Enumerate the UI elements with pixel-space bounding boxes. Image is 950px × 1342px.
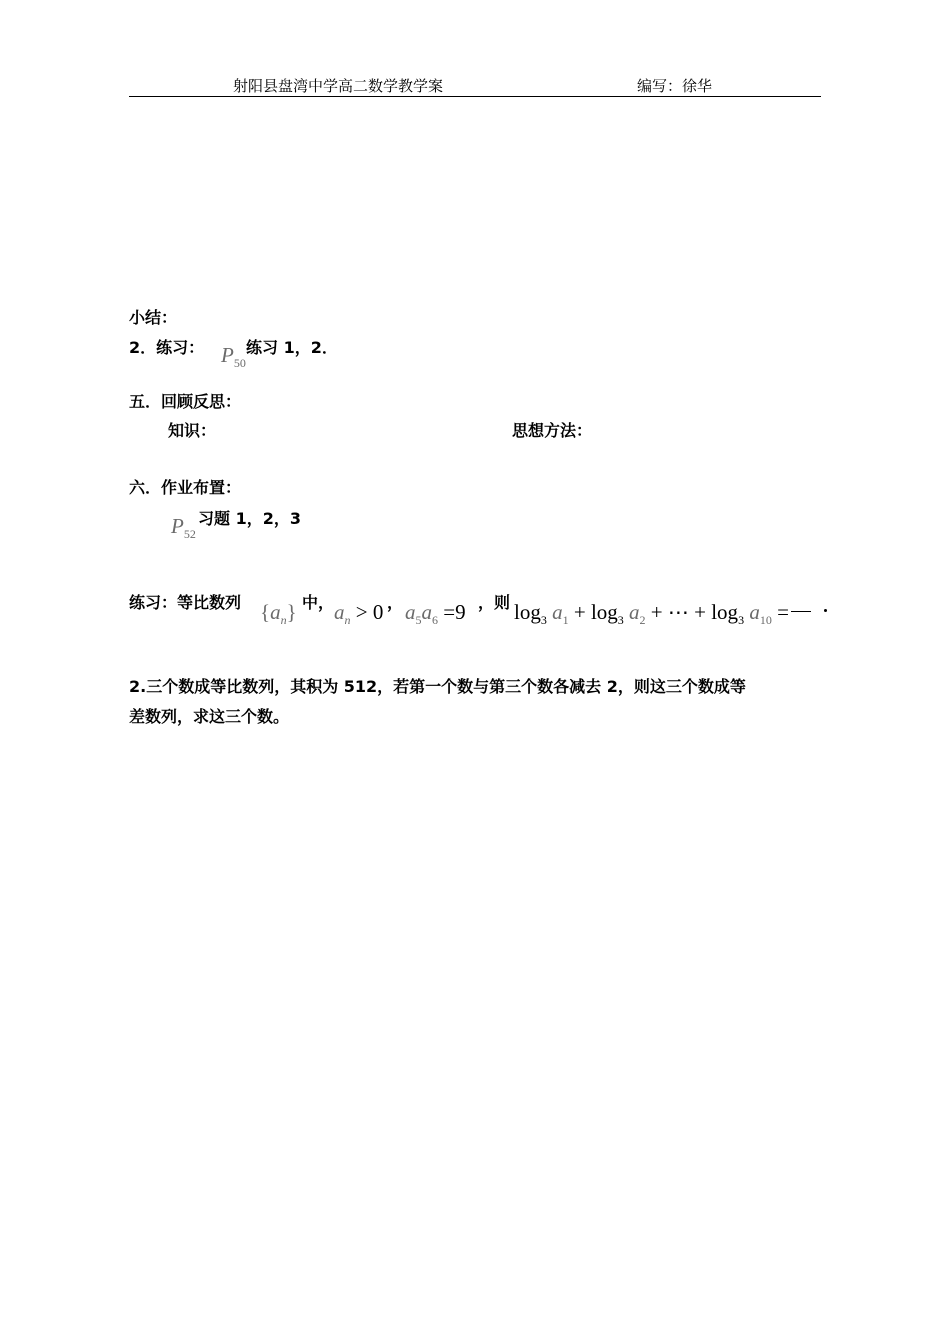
sequence-notation [260, 600, 297, 627]
exercise1-comma: ， [387, 593, 404, 612]
section5-knowledge: 知识： [168, 421, 217, 440]
answer-blank [791, 611, 811, 612]
page-letter: P [221, 343, 234, 367]
exercise2-line2: 差数列，求这三个数。 [129, 707, 290, 726]
end-period [824, 609, 827, 612]
brace-close: } [286, 600, 297, 624]
exercise2-line1: 2.三个数成等比数列，其积为 512，若第一个数与第三个数各减去 2，则这三个数成等 [129, 677, 746, 696]
practice2-page-ref [221, 343, 246, 370]
practice2-label: 2．练习： [129, 338, 205, 357]
header-title: 射阳县盘湾中学高二数学教学案 [233, 77, 444, 95]
section6-title: 六．作业布置： [129, 478, 242, 497]
seq-term: a [270, 600, 281, 624]
seq-index: n [280, 613, 287, 627]
log-sum-expression: $\log_3 a_1 + \log_3 a_2$ + ⋯ + $\log_3 a_{10}$ = [514, 600, 811, 624]
summary-label: 小结： [129, 308, 178, 327]
section5-title: 五．回顾反思： [129, 392, 242, 411]
practice2-text: 练习 1，2． [246, 338, 338, 357]
page-number: 52 [183, 527, 196, 541]
exercise1-mid1: 中， [302, 593, 335, 612]
exercise1-mid2: ，则 [478, 593, 511, 612]
header-author: 编写：徐华 [637, 77, 713, 95]
exercise1-prefix: 练习：等比数列 [129, 593, 242, 612]
section5-methods: 思想方法： [512, 421, 593, 440]
page-number: 50 [233, 356, 246, 370]
page-letter: P [171, 514, 184, 538]
section6-text: 习题 1，2，3 [198, 509, 301, 528]
header-rule [129, 96, 821, 97]
brace-open: { [260, 600, 271, 624]
condition-product: $a_5a_6 =9$ [405, 600, 466, 627]
condition-positive: $a_n > 0$ [334, 600, 384, 627]
section6-page-ref [171, 514, 196, 541]
